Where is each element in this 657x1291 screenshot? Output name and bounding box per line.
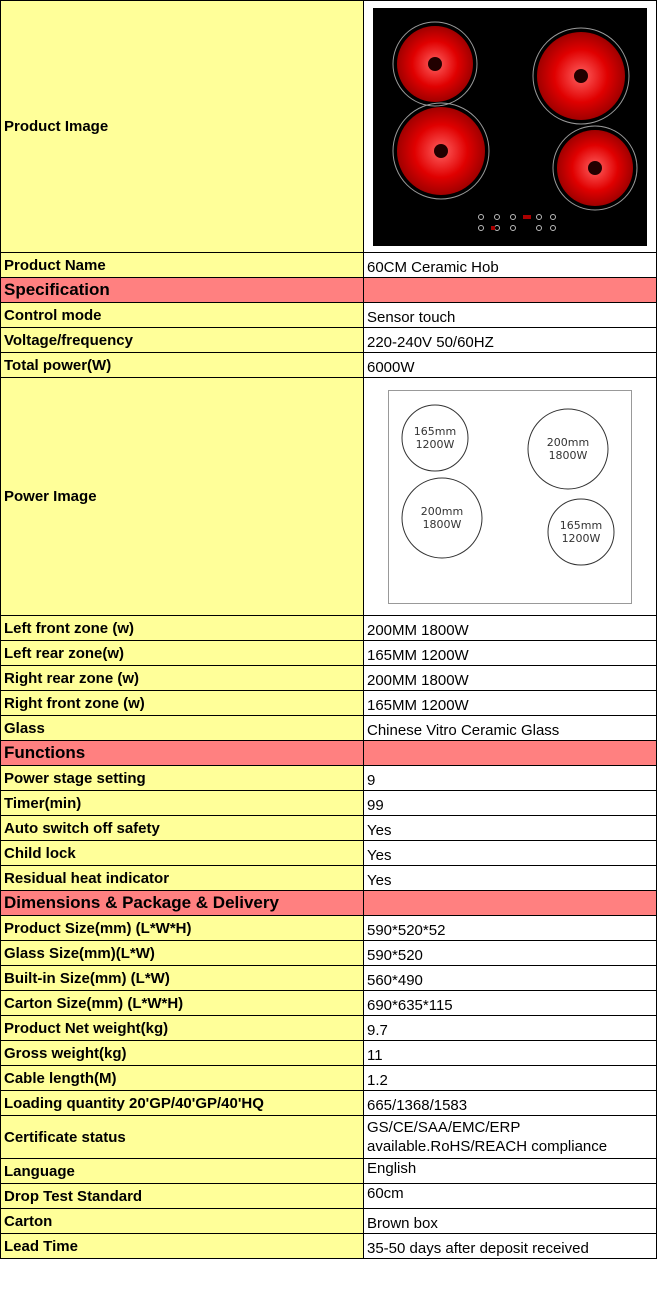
certificate-line-2: available.RoHS/REACH compliance [367, 1138, 608, 1155]
value-carton: Brown box [364, 1209, 657, 1234]
row-control-mode [1, 303, 657, 328]
value-product-name: 60CM Ceramic Hob [364, 253, 657, 278]
power-image-cell [364, 378, 657, 616]
value-carton-size: 690*635*115 [364, 991, 657, 1016]
row-product-name [1, 253, 657, 278]
value-glass: Chinese Vitro Ceramic Glass [364, 716, 657, 741]
value-built-in-size: 560*490 [364, 966, 657, 991]
row-drop-test [1, 1184, 657, 1209]
label-product-image: Product Image [1, 1, 364, 253]
zone-left-front-power: 1800W [422, 517, 462, 531]
row-right-front-zone [1, 691, 657, 716]
section-empty [364, 741, 657, 766]
label-timer: Timer(min) [1, 791, 364, 816]
row-gross-weight [1, 1041, 657, 1066]
product-image [373, 8, 647, 246]
label-carton-size: Carton Size(mm) (L*W*H) [1, 991, 364, 1016]
power-diagram-frame [389, 390, 632, 603]
value-cable-length: 1.2 [364, 1066, 657, 1091]
product-image-cell [364, 1, 657, 253]
value-left-front-zone: 200MM 1800W [364, 616, 657, 641]
zone-right-front-power: 1200W [561, 531, 601, 545]
label-lead-time: Lead Time [1, 1234, 364, 1259]
value-lead-time: 35-50 days after deposit received [364, 1234, 657, 1259]
section-functions [1, 741, 657, 766]
section-title: Functions [1, 741, 364, 766]
section-title: Dimensions & Package & Delivery [1, 891, 364, 916]
row-net-weight [1, 1016, 657, 1041]
row-left-front-zone [1, 616, 657, 641]
value-gross-weight: 11 [364, 1041, 657, 1066]
label-left-front-zone: Left front zone (w) [1, 616, 364, 641]
label-power-stage: Power stage setting [1, 766, 364, 791]
value-product-size: 590*520*52 [364, 916, 657, 941]
row-glass-size [1, 941, 657, 966]
label-right-rear-zone: Right rear zone (w) [1, 666, 364, 691]
section-title: Specification [1, 278, 364, 303]
row-total-power [1, 353, 657, 378]
label-built-in-size: Built-in Size(mm) (L*W) [1, 966, 364, 991]
value-drop-test: 60cm [364, 1184, 657, 1209]
label-product-size: Product Size(mm) (L*W*H) [1, 916, 364, 941]
row-certificate-status [1, 1116, 657, 1159]
certificate-line-1: GS/CE/SAA/EMC/ERP [367, 1119, 521, 1136]
value-glass-size: 590*520 [364, 941, 657, 966]
row-product-image [1, 1, 657, 253]
row-cable-length [1, 1066, 657, 1091]
row-built-in-size [1, 966, 657, 991]
label-drop-test: Drop Test Standard [1, 1184, 364, 1209]
row-voltage [1, 328, 657, 353]
value-control-mode: Sensor touch [364, 303, 657, 328]
label-residual-heat: Residual heat indicator [1, 866, 364, 891]
zone-left-rear-size: 165mm [413, 424, 457, 438]
value-left-rear-zone: 165MM 1200W [364, 641, 657, 666]
value-total-power: 6000W [364, 353, 657, 378]
section-dimensions [1, 891, 657, 916]
zone-left-front-size: 200mm [420, 504, 464, 518]
row-timer [1, 791, 657, 816]
label-loading-quantity: Loading quantity 20'GP/40'GP/40'HQ [1, 1091, 364, 1116]
row-loading-quantity [1, 1091, 657, 1116]
value-right-front-zone: 165MM 1200W [364, 691, 657, 716]
label-product-name: Product Name [1, 253, 364, 278]
label-cable-length: Cable length(M) [1, 1066, 364, 1091]
label-power-image: Power Image [1, 378, 364, 616]
label-gross-weight: Gross weight(kg) [1, 1041, 364, 1066]
section-specification [1, 278, 657, 303]
label-auto-switch-off: Auto switch off safety [1, 816, 364, 841]
value-net-weight: 9.7 [364, 1016, 657, 1041]
row-right-rear-zone [1, 666, 657, 691]
row-lead-time [1, 1234, 657, 1259]
row-residual-heat [1, 866, 657, 891]
value-power-stage: 9 [364, 766, 657, 791]
value-loading-quantity: 665/1368/1583 [364, 1091, 657, 1116]
label-glass: Glass [1, 716, 364, 741]
row-left-rear-zone [1, 641, 657, 666]
row-glass [1, 716, 657, 741]
row-child-lock [1, 841, 657, 866]
row-power-stage [1, 766, 657, 791]
label-net-weight: Product Net weight(kg) [1, 1016, 364, 1041]
zone-right-rear-size: 200mm [546, 435, 590, 449]
row-power-image [1, 378, 657, 616]
row-language [1, 1159, 657, 1184]
row-carton [1, 1209, 657, 1234]
value-child-lock: Yes [364, 841, 657, 866]
value-right-rear-zone: 200MM 1800W [364, 666, 657, 691]
label-left-rear-zone: Left rear zone(w) [1, 641, 364, 666]
row-product-size [1, 916, 657, 941]
zone-right-rear-power: 1800W [548, 448, 588, 462]
label-language: Language [1, 1159, 364, 1184]
value-certificate-status [364, 1116, 657, 1159]
label-certificate-status: Certificate status [1, 1116, 364, 1159]
value-auto-switch-off: Yes [364, 816, 657, 841]
section-empty [364, 891, 657, 916]
zone-right-front-size: 165mm [559, 518, 603, 532]
label-carton: Carton [1, 1209, 364, 1234]
label-glass-size: Glass Size(mm)(L*W) [1, 941, 364, 966]
label-total-power: Total power(W) [1, 353, 364, 378]
label-child-lock: Child lock [1, 841, 364, 866]
power-image [388, 390, 632, 604]
value-timer: 99 [364, 791, 657, 816]
value-language: English [364, 1159, 657, 1184]
row-auto-switch-off [1, 816, 657, 841]
value-residual-heat: Yes [364, 866, 657, 891]
zone-left-rear-power: 1200W [415, 437, 455, 451]
value-voltage: 220-240V 50/60HZ [364, 328, 657, 353]
section-empty [364, 278, 657, 303]
label-right-front-zone: Right front zone (w) [1, 691, 364, 716]
label-voltage: Voltage/frequency [1, 328, 364, 353]
label-control-mode: Control mode [1, 303, 364, 328]
row-carton-size [1, 991, 657, 1016]
